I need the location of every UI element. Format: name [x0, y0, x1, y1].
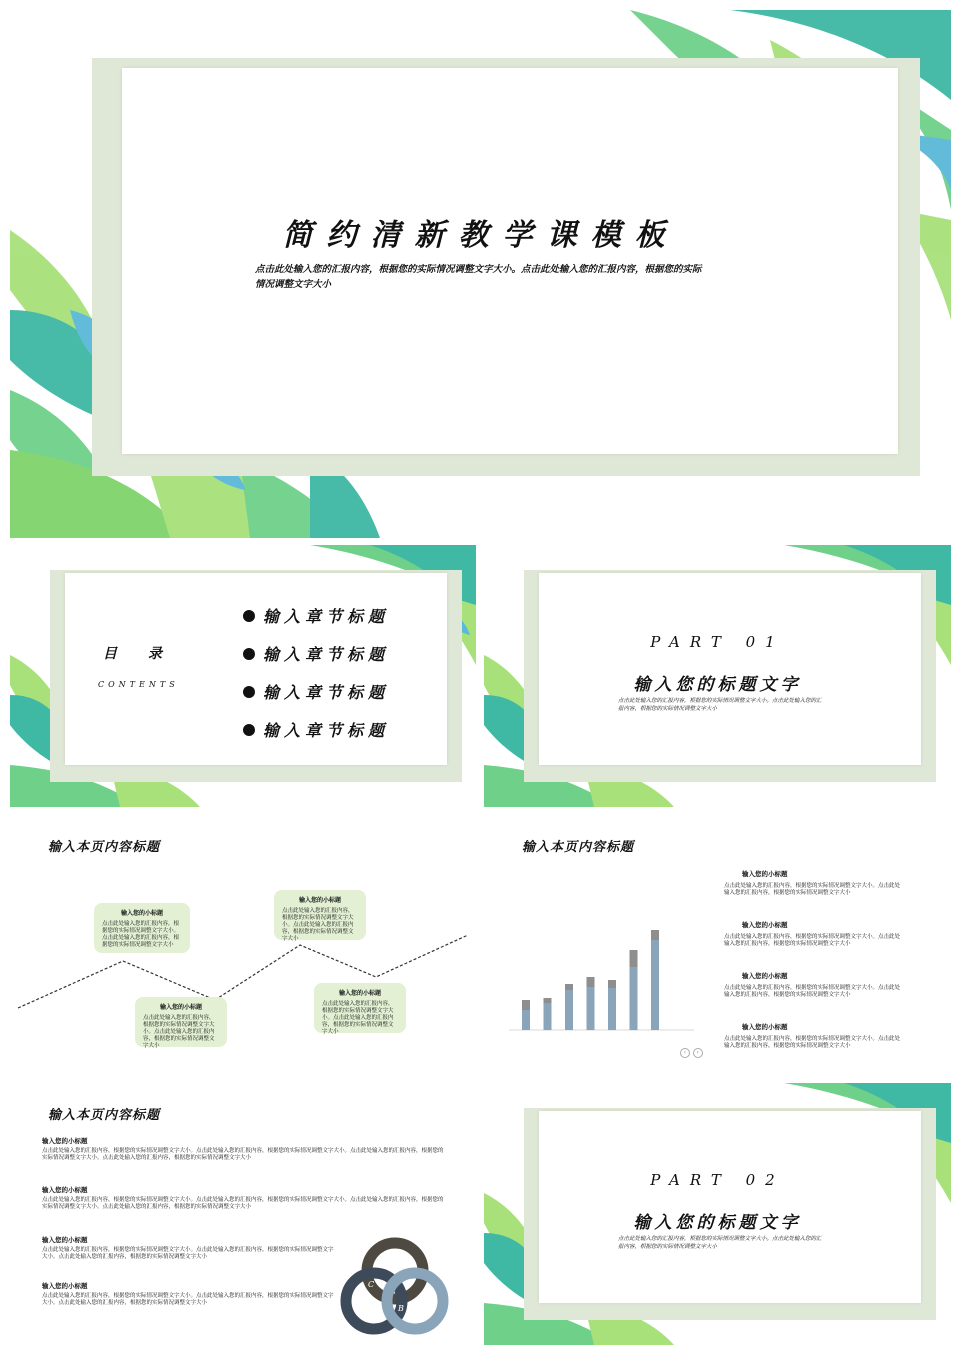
cover-slide: [10, 10, 951, 538]
bullet-icon: [243, 648, 255, 660]
item-text: 点击此处输入您的汇报内容，根据您的实际情况调整文字大小。点击此处输入您的汇报内容，根据您的实际情况调整文字大小: [724, 934, 901, 947]
item-heading: 输入您的小标题: [742, 1023, 788, 1031]
timeline-bubble: 输入您的小标题 点击此处输入您的汇报内容，根据您的实际情况调整文字大小。点击此处输入您的汇报内容，根据您的实际情况调整文字大小: [135, 997, 227, 1047]
bar-segment: [630, 950, 638, 967]
bullet-icon: [243, 724, 255, 736]
item-heading: 输入您的小标题: [42, 1282, 88, 1290]
slide-title: 输入本页内容标题: [48, 1108, 161, 1123]
zigzag-line: [10, 815, 476, 1077]
bar-segment: [522, 1010, 530, 1030]
cycle-label: C: [368, 1280, 375, 1289]
bar-segment: [651, 940, 659, 1030]
bar-segment: [522, 1000, 530, 1010]
cover-description: 点击此处输入您的汇报内容，根据您的实际情况调整文字大小。点击此处输入您的汇报内容，根据您的实际情况调整文字大小: [255, 264, 702, 290]
chart-slide: [484, 815, 951, 1077]
toc-item[interactable]: 输入章节标题: [263, 607, 390, 626]
bar-segment: [565, 984, 573, 990]
timeline-bubble: 输入您的小标题 点击此处输入您的汇报内容，根据您的实际情况调整文字大小。点击此处输入您的汇报内容，根据您的实际情况调整文字大小: [94, 903, 190, 953]
frame: [539, 1111, 921, 1303]
part-title: 输入您的标题文字: [633, 1213, 802, 1233]
toc-item[interactable]: 输入章节标题: [263, 683, 390, 702]
timeline-bubble: 输入您的小标题 点击此处输入您的汇报内容，根据您的实际情况调整文字大小。点击此处输入您的汇报内容，根据您的实际情况调整文字大小: [314, 983, 406, 1033]
frame: [65, 573, 447, 765]
item-heading: 输入您的小标题: [42, 1186, 88, 1194]
item-heading: 输入您的小标题: [42, 1137, 88, 1145]
bar-segment: [565, 990, 573, 1030]
item-heading: 输入您的小标题: [742, 870, 788, 878]
frame: [539, 573, 921, 765]
item-text: 点击此处输入您的汇报内容，根据您的实际情况调整文字大小。点击此处输入您的汇报内容，根据您的实际情况调整文字大小。点击此处输入您的汇报内容，根据您的实际情况调整文字大小: [42, 1293, 334, 1306]
toc-subtitle: CONTENTS: [98, 680, 179, 689]
chart-nav[interactable]: [680, 1047, 703, 1058]
chevron-left-icon[interactable]: ‹: [680, 1048, 690, 1058]
cover-title: 简约清新教学课模板: [282, 218, 679, 253]
toc-title: 目 录: [103, 646, 163, 662]
bar-segment: [651, 930, 659, 940]
bar-segment: [544, 998, 552, 1003]
item-heading: 输入您的小标题: [742, 972, 788, 980]
item-heading: 输入您的小标题: [742, 921, 788, 929]
part-title: 输入您的标题文字: [633, 675, 802, 695]
bullet-icon: [243, 686, 255, 698]
item-text: 点击此处输入您的汇报内容，根据您的实际情况调整文字大小。点击此处输入您的汇报内容，根据您的实际情况调整文字大小: [724, 1036, 901, 1049]
part2-slide: [484, 1083, 951, 1345]
cycle-slide: [10, 1083, 476, 1345]
item-text: 点击此处输入您的汇报内容，根据您的实际情况调整文字大小。点击此处输入您的汇报内容，根据您的实际情况调整文字大小: [724, 985, 901, 998]
bar-segment: [608, 988, 616, 1030]
timeline-bubble: 输入您的小标题 点击此处输入您的汇报内容，根据您的实际情况调整文字大小。点击此处输入您的汇报内容，根据您的实际情况调整文字大小: [274, 890, 366, 940]
bullet-icon: [243, 610, 255, 622]
toc-item[interactable]: 输入章节标题: [263, 721, 390, 740]
item-text: 点击此处输入您的汇报内容，根据您的实际情况调整文字大小。点击此处输入您的汇报内容，根据您的实际情况调整文字大小。点击此处输入您的汇报内容，根据您的实际情况调整文字大小: [42, 1247, 334, 1260]
part-label: PART 01: [650, 633, 785, 651]
bar-segment: [587, 977, 595, 987]
cycle-label: A: [396, 1260, 402, 1269]
part1-slide: [484, 545, 951, 807]
timeline-slide: [10, 815, 476, 1077]
bar-segment: [608, 980, 616, 988]
frame: [122, 68, 898, 454]
item-heading: 输入您的小标题: [42, 1236, 88, 1244]
part-description: 点击此处输入您的汇报内容，根据您的实际情况调整文字大小。点击此处输入您的汇报内容，根据您的实际情况调整文字大小: [618, 698, 822, 712]
part-description: 点击此处输入您的汇报内容，根据您的实际情况调整文字大小。点击此处输入您的汇报内容，根据您的实际情况调整文字大小: [618, 1236, 822, 1250]
slide-title: 输入本页内容标题: [522, 840, 635, 855]
item-text: 点击此处输入您的汇报内容，根据您的实际情况调整文字大小。点击此处输入您的汇报内容，根据您的实际情况调整文字大小: [724, 883, 901, 896]
cycle-diagram: [10, 1083, 476, 1345]
slide-title: 输入本页内容标题: [48, 840, 161, 855]
toc-item[interactable]: 输入章节标题: [263, 645, 390, 664]
cycle-label: B: [398, 1304, 404, 1313]
bar-segment: [587, 987, 595, 1030]
part-label: PART 02: [650, 1171, 785, 1189]
bar-segment: [544, 1003, 552, 1030]
toc-slide: [10, 545, 476, 807]
item-text: 点击此处输入您的汇报内容，根据您的实际情况调整文字大小。点击此处输入您的汇报内容，根据您的实际情况调整文字大小。点击此处输入您的汇报内容，根据您的实际情况调整文字大小。点击此处输入您的汇报内容，根据您的实际情况调整文字大小: [42, 1148, 444, 1161]
bar-segment: [630, 967, 638, 1030]
chevron-right-icon[interactable]: ›: [693, 1048, 703, 1058]
item-text: 点击此处输入您的汇报内容，根据您的实际情况调整文字大小。点击此处输入您的汇报内容，根据您的实际情况调整文字大小。点击此处输入您的汇报内容，根据您的实际情况调整文字大小。点击此处输入您的汇报内容，根据您的实际情况调整文字大小: [42, 1197, 444, 1210]
